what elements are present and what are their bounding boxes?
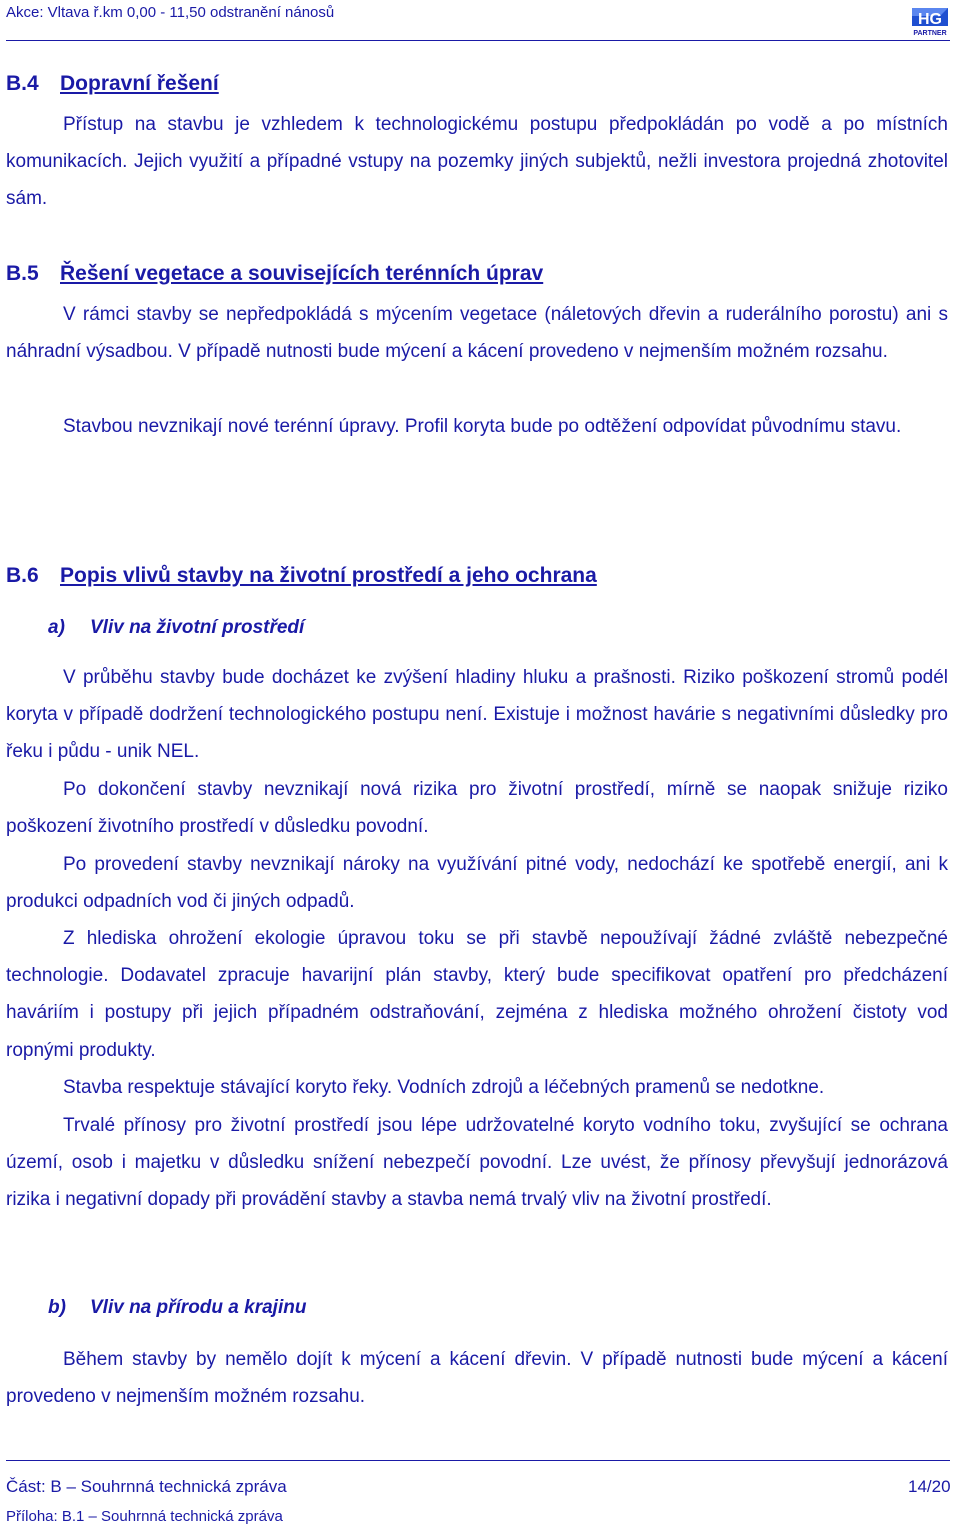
subheading-title: Vliv na životní prostředí: [90, 617, 305, 638]
paragraph: V průběhu stavby bude docházet ke zvýšení hladiny hluku a prašnosti. Riziko poškození stromů podél koryta v případě dodržení technologického postupu není. Existuje i možnost havárie s negativními důsledky pro řeku i půdu - unik NEL.: [6, 667, 948, 763]
section-number: B.4: [6, 72, 39, 95]
paragraph: Trvalé přínosy pro životní prostředí jsou lépe udržovatelné koryto vodního toku, zvyšující se ochrana území, osob i majetku v důsledku snížení nebezpečí povodní. Lze uvést, že přínosy převyšují jednorázová rizika i negativní dopady při provádění stavby a stavba nemá trvalý vliv na životní prostředí.: [6, 1115, 948, 1211]
logo-text: HG: [918, 11, 942, 28]
paragraph: Stavbou nevznikají nové terénní úpravy. Profil koryta bude po odtěžení odpovídat původnímu stavu.: [63, 416, 902, 437]
page-number: 14/20: [908, 1477, 951, 1496]
section-heading-b4: [6, 72, 219, 96]
footer-attachment-label: Příloha: B.1 – Souhrnná technická zpráva: [6, 1508, 283, 1525]
subheading-letter: a): [48, 617, 65, 638]
project-title: Akce: Vltava ř.km 0,00 - 11,50 odstranění nánosů: [6, 4, 335, 21]
section-title: Popis vlivů stavby na životní prostředí a jeho ochrana: [60, 564, 597, 587]
paragraph: Z hlediska ohrožení ekologie úpravou toku se při stavbě nepoužívají žádné zvláště nebezpečné technologie. Dodavatel zpracuje havarijní plán stavby, který bude specifikovat opatření pro předcházení haváriím i postupy při jejich případném odstraňování, zejména z hlediska možného ohrožení čistoty vod ropnými produkty.: [6, 928, 948, 1061]
footer-part-label: Část: B – Souhrnná technická zpráva: [6, 1477, 287, 1496]
paragraph: Po dokončení stavby nevznikají nová rizika pro životní prostředí, mírně se naopak snižuje riziko poškození životního prostředí v důsledku povodní.: [6, 779, 948, 838]
footer-rule: [6, 1460, 950, 1461]
paragraph: V rámci stavby se nepředpokládá s mýcením vegetace (náletových dřevin a ruderálního porostu) ani s náhradní výsadbou. V případě nutnosti bude mýcení a kácení provedeno v nejmenším možném rozsahu.: [6, 304, 948, 363]
paragraph: Stavba respektuje stávající koryto řeky. Vodních zdrojů a léčebných pramenů se nedotkne.: [63, 1077, 825, 1098]
subheading-letter: b): [48, 1297, 66, 1318]
subheading-b: [48, 1297, 306, 1319]
subheading-a: [48, 617, 304, 639]
section-number: B.6: [6, 564, 39, 587]
section-title: Řešení vegetace a souvisejících terénních úprav: [60, 262, 544, 285]
section-heading-b6: [6, 564, 597, 588]
company-logo: [910, 4, 950, 38]
paragraph: Po provedení stavby nevznikají nároky na využívání pitné vody, nedochází ke spotřebě energií, ani k produkci odpadních vod či jiných odpadů.: [6, 854, 948, 913]
logo-subtext: PARTNER: [913, 30, 947, 37]
paragraph: Během stavby by nemělo dojít k mýcení a kácení dřevin. V případě nutnosti bude mýcení a kácení provedeno v nejmenším možném rozsahu.: [6, 1349, 948, 1408]
section-heading-b5: [6, 262, 543, 286]
section-title: Dopravní řešení: [60, 72, 219, 95]
subheading-title: Vliv na přírodu a krajinu: [90, 1297, 307, 1318]
header-rule: [6, 40, 950, 41]
section-number: B.5: [6, 262, 39, 285]
paragraph: Přístup na stavbu je vzhledem k technologickému postupu předpokládán po vodě a po místních komunikacích. Jejich využití a případné vstupy na pozemky jiných subjektů, nežli investora projedná zhotovitel sám.: [6, 114, 948, 210]
